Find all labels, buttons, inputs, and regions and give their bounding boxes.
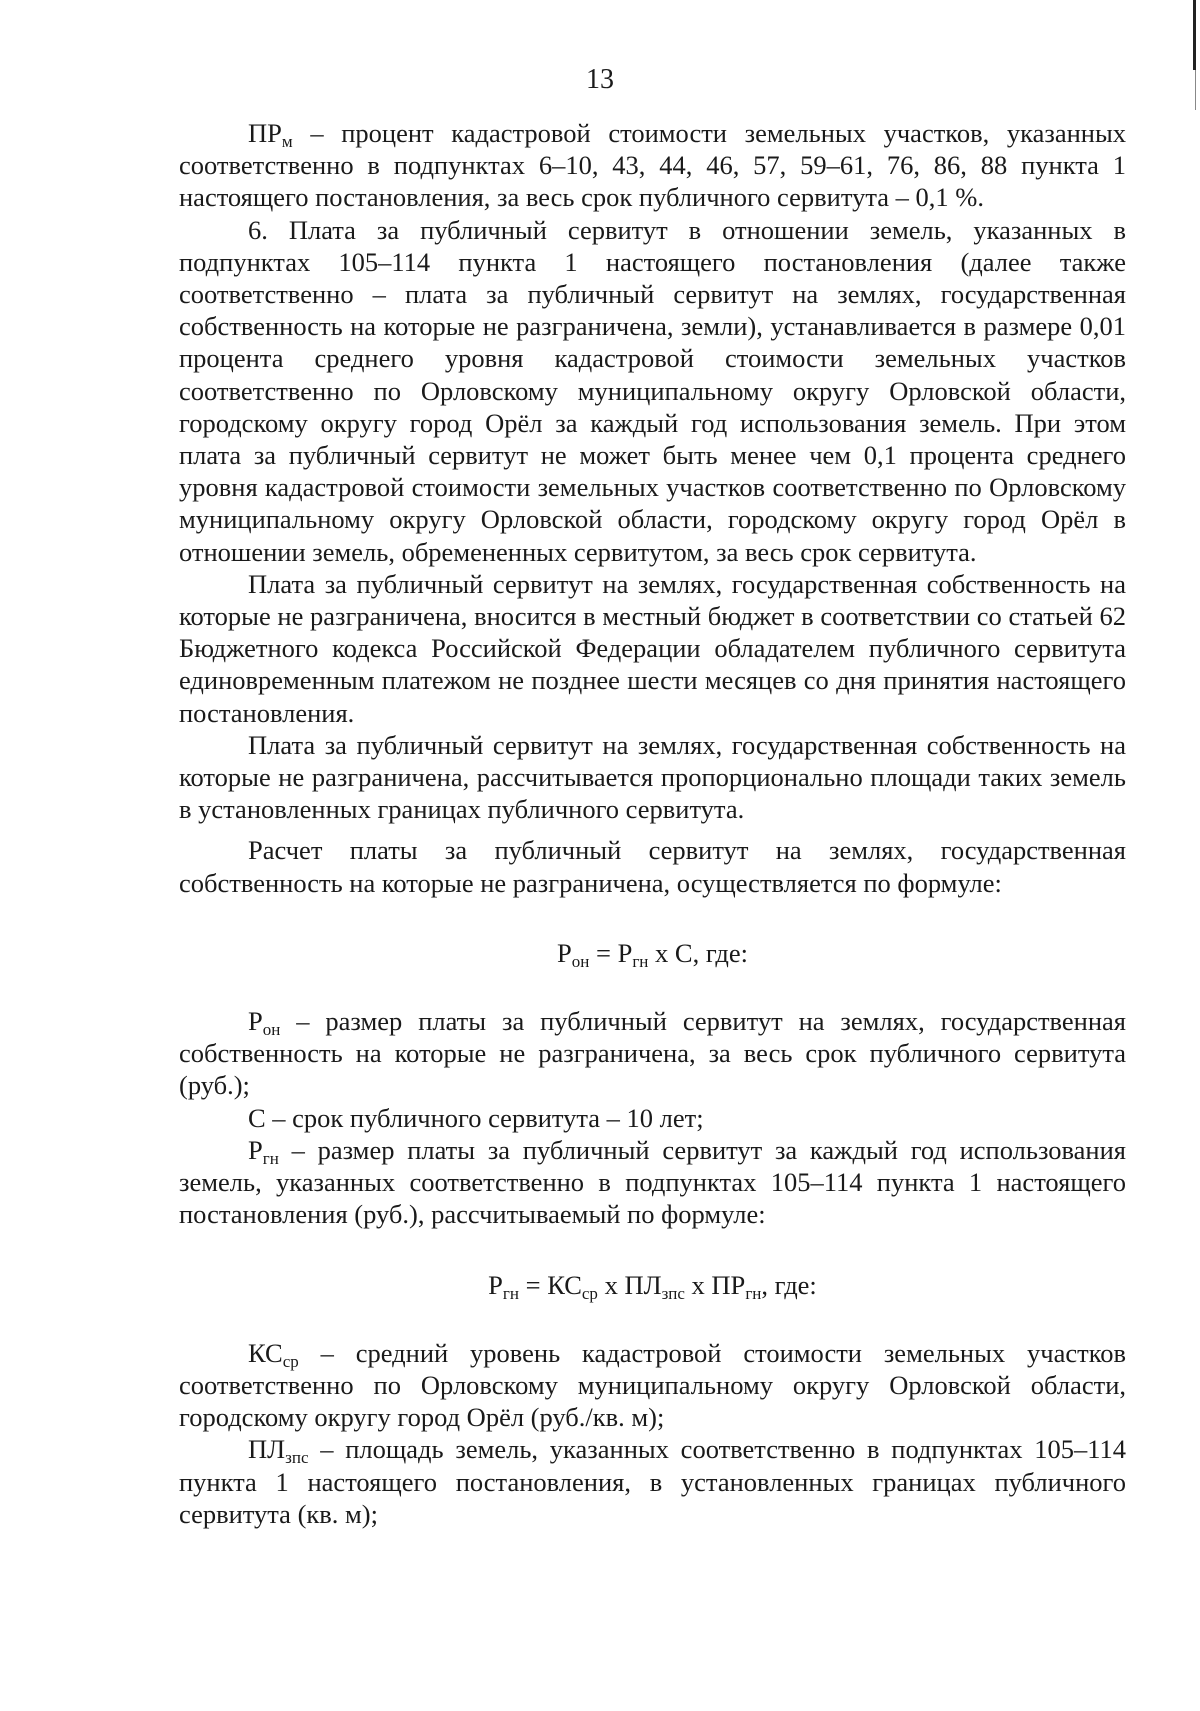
formula-pon: $Р_{он} = Р_{гн}$ х С, где: [557, 937, 748, 971]
paragraph-kscp-definition: $КС_{ср}$ – средний уровень кадастровой стоимости земельных участков соответственно по Орловскому муниципальному округу Орловской области, городскому округу город Орёл (руб./кв. м); [179, 1337, 1126, 1433]
variable-subscript: м [281, 132, 293, 151]
paragraph-formula-intro: Расчет платы за публичный сервитут на землях, государственная собственность на которые не разграничена, осуществляется по формуле: [179, 835, 1126, 898]
variable-name: ПР [248, 118, 282, 148]
paragraph-pon-definition: $Р_{он}$ – размер платы за публичный сервитут на землях, государственная собственность на которые не разграничена, за весь срок публичного сервитута (руб.); [179, 1006, 1126, 1101]
paragraph-pgn-definition: $Р_{гн}$ – размер платы за публичный сервитут за каждый год использования земель, указанных соответственно в подпунктах 105–114 пункта 1 настоящего постановления (руб.), рассчитываемый по формуле: [179, 1134, 1126, 1230]
paragraph-proportional-calc: Плата за публичный сервитут на землях, государственная собственность на которые не разграничена, рассчитывается пропорционально площади таких земель в установленных границах публичного сервитута. [179, 729, 1126, 825]
paragraph-section-6: 6. Плата за публичный сервитут в отношении земель, указанных в подпунктах 105–114 пункта 1 настоящего постановления (далее также соответственно – плата за публичный сервитут на землях, государственная собственность на которые не разграничена, земли), устанавливается в размере 0,01 процента среднего уровня кадастровой стоимости земельных участков соответственно по Орловскому муниципальному округу Орловской области, городскому округу город Орёл за каждый год использования земель. При этом плата за публичный сервитут не может быть менее чем 0,1 процента среднего уровня кадастровой стоимости земельных участков соответственно по Орловскому муниципальному округу Орловской области, городскому округу город Орёл в отношении земель, обремененных сервитутом, за весь срок сервитута. [179, 214, 1126, 567]
paragraph-plzps-definition: $ПЛ_{зпс}$ – площадь земель, указанных соответственно в подпунктах 105–114 пункта 1 настоящего постановления, в установленных границах публичного сервитута (кв. м); [179, 1434, 1126, 1529]
paragraph-c-definition: С – срок публичного сервитута – 10 лет; [248, 1102, 704, 1133]
formula-pgn: $Р_{гн} = КС_{ср}$ х $ПЛ_{зпс}$ х $ПР_{гн}$, где: [488, 1269, 817, 1303]
scan-edge-mark [1193, 0, 1196, 70]
definition-text: – процент кадастровой стоимости земельных участков, указанных соответственно в подпунктах 6–10, 43, 44, 46, 57, 59–61, 76, 86, 88 пункта 1 настоящего постановления, за весь срок публичного сервитута – 0,1 %. [179, 118, 1126, 213]
paragraph-payment-deposit: Плата за публичный сервитут на землях, государственная собственность на которые не разграничена, вносится в местный бюджет в соответствии со статьей 62 Бюджетного кодекса Российской Федерации обладателем публичного сервитута единовременным платежом не позднее шести месяцев со дня принятия настоящего постановления. [179, 568, 1126, 728]
document-body [179, 117, 1126, 1530]
page-number: 13 [586, 64, 614, 95]
paragraph-prm-definition [179, 117, 1126, 214]
